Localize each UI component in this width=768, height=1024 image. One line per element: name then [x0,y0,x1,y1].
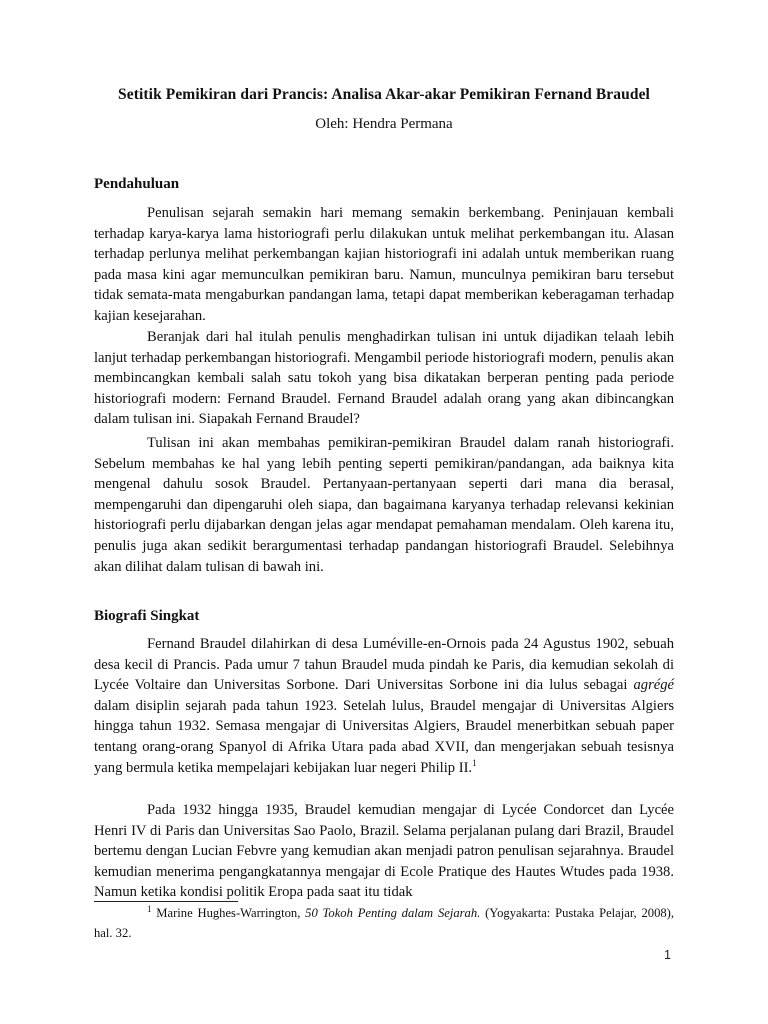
footnote-text: Marine Hughes-Warrington, [151,906,306,920]
footnote-separator [94,901,238,902]
section-heading-pendahuluan: Pendahuluan [94,176,180,192]
paragraph-text: dalam disiplin sejarah pada tahun 1923. Setelah lulus, Braudel mengajar di Universitas Algiers hingga tahun 1932. Semasa mengajar di Universitas Algiers, Braudel menerbitkan sebuah paper tentang orang-orang Spanyol di Afrika Utara pada abad XVII, dan mengerjakan sebuah tesisnya yang bermula ketika mempelajari kebijakan luar negeri Philip II. [94,697,674,776]
paragraph: Pada 1932 hingga 1935, Braudel kemudian mengajar di Lycée Condorcet dan Lycée Henri IV di Paris dan Universitas Sao Paolo, Brazil. Selama perjalanan pulang dari Brazil, Braudel bertemu dengan Lucian Febvre yang kemudian akan menjadi patron penulisan sejarahnya. Braudel kemudian menerima pengangkatannya mengajar di Ecole Pratique des Hautes Wtudes pada 1938. Namun ketika kondisi politik Eropa pada saat itu tidak [94,802,674,901]
footnote-book-title: 50 Tokoh Penting dalam Sejarah. [305,906,481,920]
paragraph: Penulisan sejarah semakin hari memang semakin berkembang. Peninjauan kembali terhadap karya-karya lama historiografi perlu dilakukan untuk melihat perkembangan itu. Alasan terhadap perlunya melihat perkembangan kajian historiografi ini adalah untuk memberikan ruang pada masa kini agar memunculkan pemikiran baru. Namun, munculnya pemikiran baru tersebut tidak semata-mata mengaburkan pandangan lama, tetapi dapat memberikan keberagaman terhadap kajian kesejarahan. [94,205,674,324]
paragraph [94,634,674,778]
paragraph: Beranjak dari hal itulah penulis menghadirkan tulisan ini untuk dijadikan telaah lebih lanjut terhadap perkembangan historiografi. Mengambil periode historiografi modern, penulis akan membincangkan kembali salah satu tokoh yang bisa dikatakan berperan penting pada periode historiografi modern: Fernand Braudel. Fernand Braudel adalah orang yang akan dibincangkan dalam tulisan ini. Siapakah Fernand Braudel? [94,329,674,428]
section-heading-biografi: Biografi Singkat [94,608,200,624]
document-author: Oleh: Hendra Permana [315,116,453,132]
footnote-number: 1 [147,903,152,914]
document-title: Setitik Pemikiran dari Prancis: Analisa Akar-akar Pemikiran Fernand Braudel [118,86,650,103]
footnote [94,903,674,943]
italic-term: agrégé [633,677,674,694]
footnote-reference[interactable]: 1 [472,757,477,768]
footnote-text: (Yogyakarta: Pustaka Pelajar, 2008), hal. 32. [94,906,675,940]
paragraph-text: Fernand Braudel dilahirkan di desa Luméville-en-Ornois pada 24 Agustus 1902, sebuah desa kecil di Prancis. Pada umur 7 tahun Braudel muda pindah ke Paris, dia kemudian sekolah di Lycée Voltaire dan Universitas Sorbone. Dari Universitas Sorbone ini dia lulus sebagai [94,636,674,694]
page-number: 1 [664,948,671,962]
paragraph: Tulisan ini akan membahas pemikiran-pemikiran Braudel dalam ranah historiografi. Sebelum membahas ke hal yang lebih penting seperti pemikiran/pandangan, ada baiknya kita mengenal dahulu sosok Braudel. Pertanyaan-pertanyaan seperti dari mana dia berasal, mempengaruhi dan dipengaruhi oleh siapa, dan bagaimana karyanya terhadap relevansi kekinian historiografi perlu dijabarkan dengan jelas agar mendapat pemahaman mendalam. Oleh karena itu, penulis juga akan sedikit berargumentasi terhadap pandangan historiografi Braudel. Selebihnya akan dilihat dalam tulisan di bawah ini. [94,435,674,575]
